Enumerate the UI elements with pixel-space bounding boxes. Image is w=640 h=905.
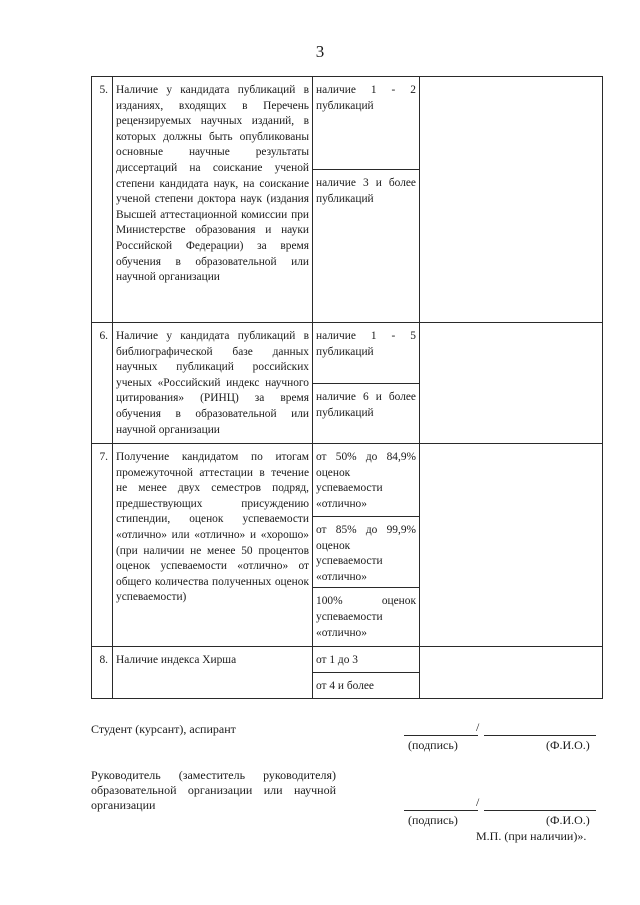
student-name-caption: (Ф.И.О.) (546, 738, 590, 752)
row-number: 8. (92, 647, 113, 699)
criterion-description: Наличие индекса Хирша (113, 647, 313, 699)
row-number: 6. (92, 323, 113, 444)
head-signature-line (404, 810, 478, 811)
head-name-caption: (Ф.И.О.) (546, 813, 590, 827)
row-number: 5. (92, 77, 113, 323)
head-slash: / (476, 795, 480, 809)
student-name-line (484, 735, 596, 736)
head-label: Руководитель (заместитель руководителя) образовательной организации или научной организации (91, 768, 336, 812)
student-slash: / (476, 720, 480, 734)
criterion-description: Наличие у кандидата публикаций в библиографической базе данных научных публикаций российских ученых «Российский индекс научного цитирования» (РИНЦ) за время обучения в образовательной или научной организации (113, 323, 313, 444)
condition-cell: наличие 1 - 2 публикаций (313, 77, 420, 170)
table-row (92, 647, 603, 673)
table-row (92, 444, 603, 517)
condition-cell: 100% оценок успеваемости «отлично» (313, 588, 420, 647)
score-cell (420, 647, 603, 699)
criterion-description: Получение кандидатом по итогам промежуточной аттестации в течение не менее двух семестров подряд, предшествующих присуждению стипендии, оценок успеваемости «отлично» или «отлично» и «хорошо» (при наличии не менее 50 процентов оценок успеваемости «отлично» от общего количества полученных оценок успеваемости) (113, 444, 313, 647)
score-cell (420, 444, 603, 647)
score-cell (420, 77, 603, 323)
table-row (92, 77, 603, 170)
condition-cell: наличие 6 и более публикаций (313, 384, 420, 444)
score-cell (420, 323, 603, 444)
page-number: 3 (315, 42, 325, 61)
student-signature-caption: (подпись) (408, 738, 458, 752)
stamp-note: М.П. (при наличии)». (476, 829, 587, 843)
table-row (92, 323, 603, 384)
condition-cell: от 50% до 84,9% оценок успеваемости «отлично» (313, 444, 420, 517)
criterion-description: Наличие у кандидата публикаций в изданиях, входящих в Перечень рецензируемых научных изданий, в которых должны быть опубликованы основные научные результаты диссертаций на соискание ученой степени кандидата наук, на соискание ученой степени доктора наук (издания Высшей аттестационной комиссии при Министерстве образования и науки Российской Федерации) за время обучения в образовательной или научной организации (113, 77, 313, 323)
criteria-table (91, 76, 603, 699)
head-signature-caption: (подпись) (408, 813, 458, 827)
condition-cell: наличие 3 и более публикаций (313, 170, 420, 323)
student-label: Студент (курсант), аспирант (91, 722, 236, 736)
row-number: 7. (92, 444, 113, 647)
condition-cell: от 4 и более (313, 673, 420, 699)
head-name-line (484, 810, 596, 811)
condition-cell: наличие 1 - 5 публикаций (313, 323, 420, 384)
condition-cell: от 85% до 99,9% оценок успеваемости «отлично» (313, 517, 420, 588)
student-signature-line (404, 735, 478, 736)
condition-cell: от 1 до 3 (313, 647, 420, 673)
